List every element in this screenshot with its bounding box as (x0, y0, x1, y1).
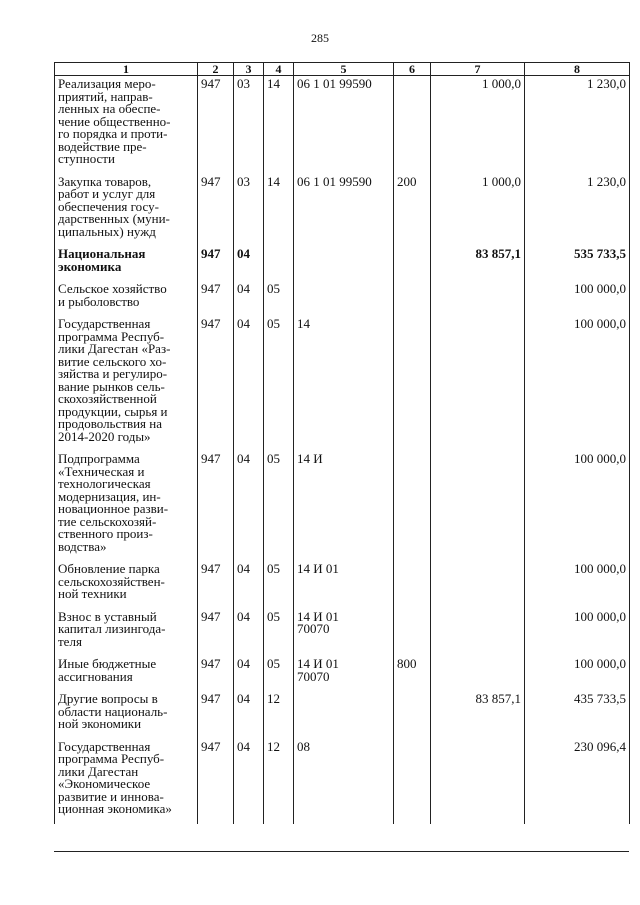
row-expense-type (394, 739, 431, 824)
row-section-code: 04 (234, 656, 264, 691)
row-expense-type (394, 609, 431, 657)
row-name: Подпрограмма «Техническая и технологическая модернизация, ин- новационное разви- тие сельскохозяй- ственного произ- водства» (55, 451, 198, 561)
col-header-2: 2 (198, 63, 234, 76)
row-name: Взнос в уставный капитал лизингода- теля (55, 609, 198, 657)
col-header-3: 3 (234, 63, 264, 76)
table-row (55, 656, 630, 691)
page-number: 285 (311, 31, 329, 45)
row-section-code: 04 (234, 609, 264, 657)
row-target-article: 14 И 01 70070 (294, 609, 394, 657)
row-target-article: 14 И 01 (294, 561, 394, 609)
row-amount-1 (431, 739, 525, 824)
row-expense-type: 200 (394, 174, 431, 247)
row-name: Национальная экономика (55, 246, 198, 281)
row-expense-type: 800 (394, 656, 431, 691)
row-subsection-code: 05 (264, 281, 294, 316)
col-header-8: 8 (525, 63, 630, 76)
row-name: Сельское хозяйство и рыболовство (55, 281, 198, 316)
col-header-5: 5 (294, 63, 394, 76)
row-amount-1: 1 000,0 (431, 76, 525, 174)
row-amount-2: 100 000,0 (525, 316, 630, 451)
table-row (55, 174, 630, 247)
row-target-article: 06 1 01 99590 (294, 76, 394, 174)
row-amount-2: 1 230,0 (525, 76, 630, 174)
row-target-article: 14 (294, 316, 394, 451)
row-amount-1: 83 857,1 (431, 246, 525, 281)
row-subsection-code: 14 (264, 76, 294, 174)
table-row (55, 316, 630, 451)
budget-table (54, 62, 630, 824)
row-expense-type (394, 451, 431, 561)
row-ministry-code: 947 (198, 451, 234, 561)
row-subsection-code: 14 (264, 174, 294, 247)
row-ministry-code: 947 (198, 691, 234, 739)
row-section-code: 04 (234, 246, 264, 281)
row-ministry-code: 947 (198, 561, 234, 609)
col-header-1: 1 (55, 63, 198, 76)
row-subsection-code: 12 (264, 739, 294, 824)
row-subsection-code: 05 (264, 561, 294, 609)
row-ministry-code: 947 (198, 76, 234, 174)
row-expense-type (394, 691, 431, 739)
row-target-article: 06 1 01 99590 (294, 174, 394, 247)
table-row (55, 609, 630, 657)
row-ministry-code: 947 (198, 609, 234, 657)
row-section-code: 04 (234, 691, 264, 739)
row-name: Государственная программа Респуб- лики Дагестан «Экономическое развитие и иннова- ционная экономика» (55, 739, 198, 824)
row-target-article: 08 (294, 739, 394, 824)
table-row (55, 246, 630, 281)
row-amount-1 (431, 656, 525, 691)
row-section-code: 04 (234, 451, 264, 561)
row-amount-1: 83 857,1 (431, 691, 525, 739)
row-subsection-code: 05 (264, 656, 294, 691)
row-amount-2: 230 096,4 (525, 739, 630, 824)
row-section-code: 03 (234, 174, 264, 247)
row-ministry-code: 947 (198, 656, 234, 691)
row-expense-type (394, 76, 431, 174)
row-amount-2: 1 230,0 (525, 174, 630, 247)
row-subsection-code: 05 (264, 609, 294, 657)
row-amount-2: 535 733,5 (525, 246, 630, 281)
row-name: Иные бюджетные ассигнования (55, 656, 198, 691)
row-amount-1: 1 000,0 (431, 174, 525, 247)
row-section-code: 04 (234, 316, 264, 451)
row-subsection-code: 05 (264, 451, 294, 561)
row-expense-type (394, 316, 431, 451)
table-row (55, 76, 630, 174)
row-ministry-code: 947 (198, 246, 234, 281)
table-row (55, 451, 630, 561)
table-bottom-rule (54, 851, 629, 852)
row-section-code: 04 (234, 561, 264, 609)
col-header-4: 4 (264, 63, 294, 76)
table-row (55, 561, 630, 609)
row-expense-type (394, 246, 431, 281)
col-header-6: 6 (394, 63, 431, 76)
row-name: Реализация меро- приятий, направ- ленных на обеспе- чение общественно- го порядка и проти- водействие пре- ступности (55, 76, 198, 174)
row-ministry-code: 947 (198, 316, 234, 451)
row-amount-1 (431, 609, 525, 657)
row-amount-1 (431, 451, 525, 561)
row-amount-1 (431, 316, 525, 451)
table-row (55, 691, 630, 739)
row-subsection-code: 05 (264, 316, 294, 451)
row-subsection-code (264, 246, 294, 281)
row-amount-2: 100 000,0 (525, 609, 630, 657)
row-target-article: 14 И (294, 451, 394, 561)
row-amount-1 (431, 561, 525, 609)
row-ministry-code: 947 (198, 174, 234, 247)
col-header-7: 7 (431, 63, 525, 76)
row-target-article (294, 691, 394, 739)
row-section-code: 04 (234, 281, 264, 316)
row-subsection-code: 12 (264, 691, 294, 739)
row-ministry-code: 947 (198, 281, 234, 316)
row-amount-1 (431, 281, 525, 316)
row-name: Другие вопросы в области националь- ной экономики (55, 691, 198, 739)
row-amount-2: 100 000,0 (525, 451, 630, 561)
row-target-article: 14 И 01 70070 (294, 656, 394, 691)
row-section-code: 03 (234, 76, 264, 174)
header-row (55, 63, 630, 76)
row-section-code: 04 (234, 739, 264, 824)
table-row (55, 281, 630, 316)
row-name: Обновление парка сельскохозяйствен- ной техники (55, 561, 198, 609)
row-name: Закупка товаров, работ и услуг для обеспечения госу- дарственных (муни- ципальных) нужд (55, 174, 198, 247)
row-name: Государственная программа Респуб- лики Дагестан «Раз- витие сельского хо- зяйства и регулиро- вание рынков сель- скохозяйственной продукции, сырья и продовольствия на 2014-2020 годы» (55, 316, 198, 451)
row-amount-2: 435 733,5 (525, 691, 630, 739)
row-amount-2: 100 000,0 (525, 281, 630, 316)
row-target-article (294, 281, 394, 316)
row-ministry-code: 947 (198, 739, 234, 824)
row-target-article (294, 246, 394, 281)
row-amount-2: 100 000,0 (525, 561, 630, 609)
table-row (55, 739, 630, 824)
row-expense-type (394, 561, 431, 609)
row-expense-type (394, 281, 431, 316)
row-amount-2: 100 000,0 (525, 656, 630, 691)
